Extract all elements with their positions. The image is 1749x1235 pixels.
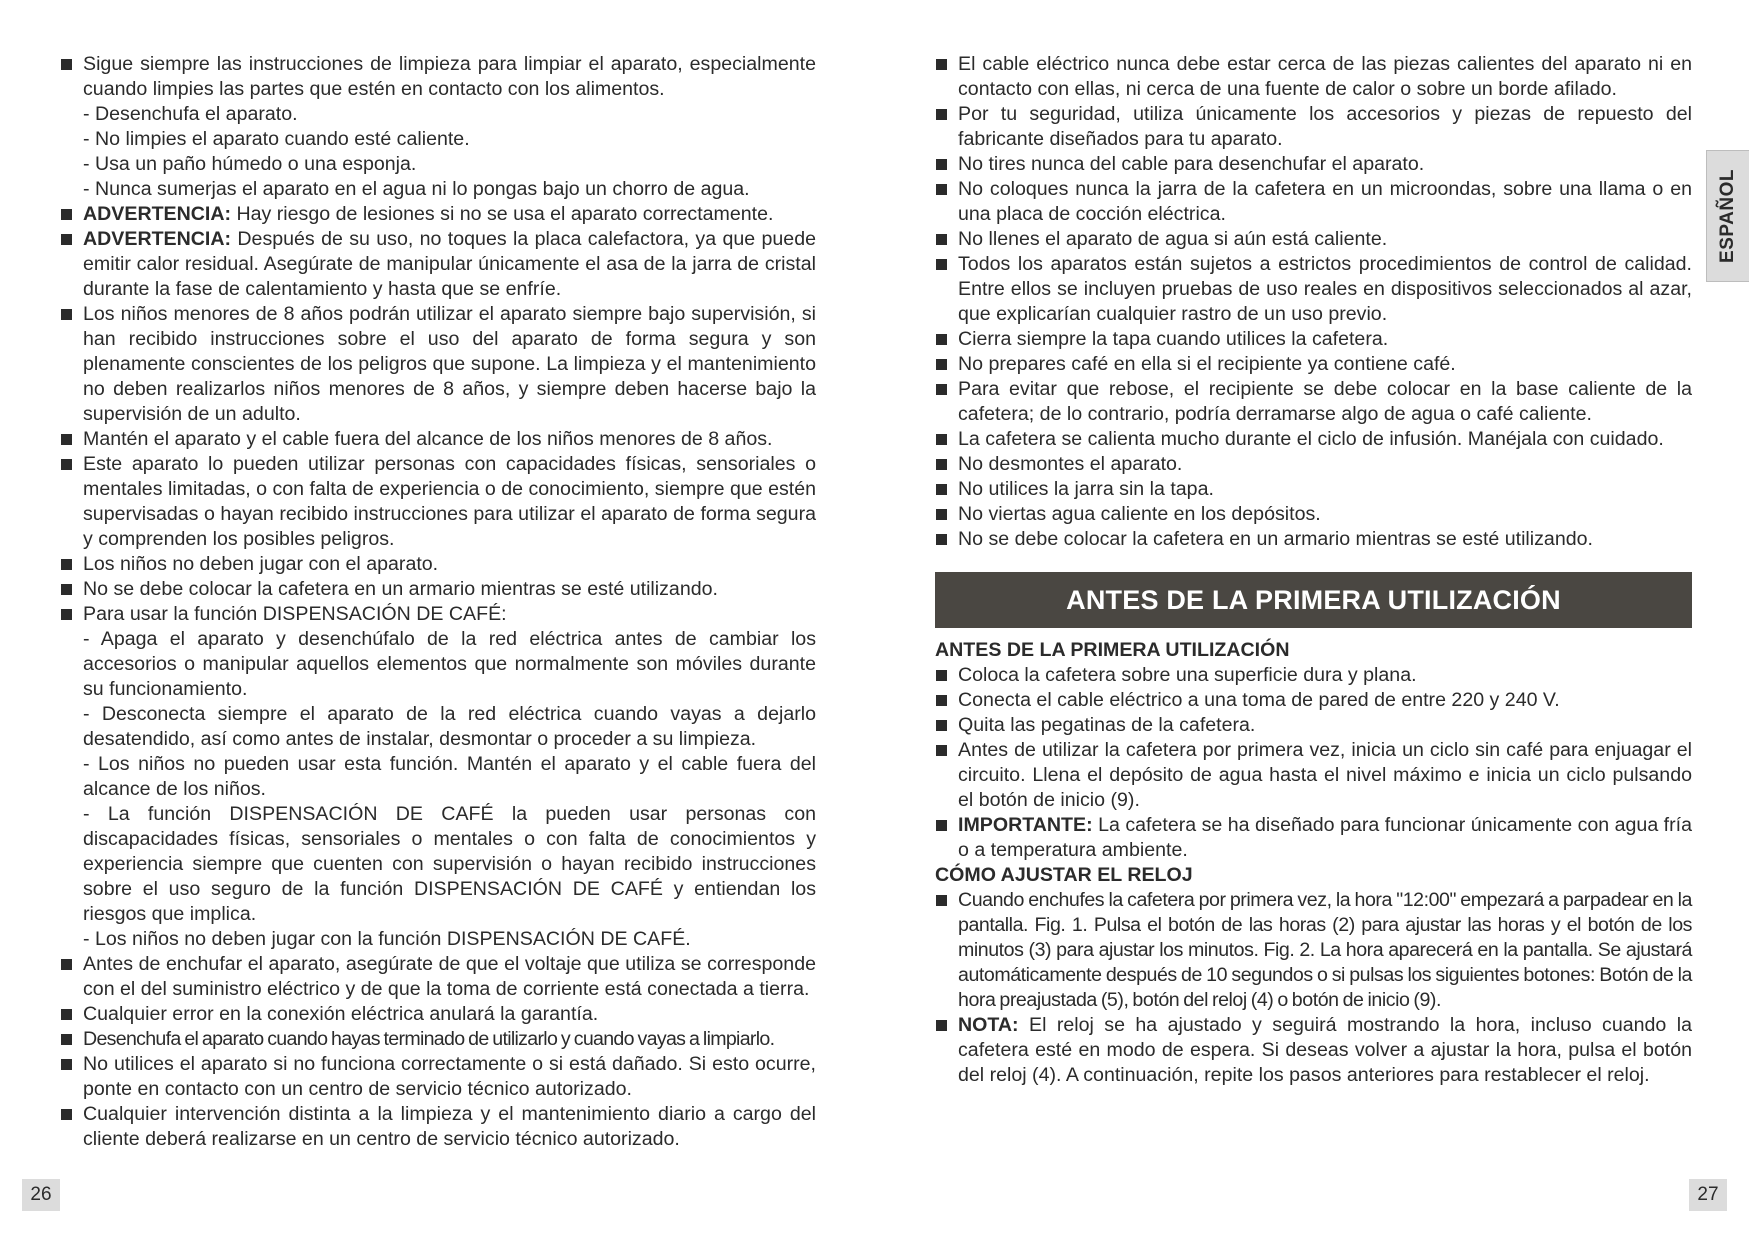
item-text: Cualquier error en la conexión eléctrica anulará la garantía. xyxy=(83,1003,599,1025)
item-text: - La función DISPENSACIÓN DE CAFÉ la pueden usar personas con discapacidades físicas, sensoriales o mentales o con falta de conocimientos y experiencia siempre que cuenten con supervisión o hayan recibido instrucciones sobre el uso seguro de la función DISPENSACIÓN DE CAFÉ y entiendan los riesgos que implica. xyxy=(83,803,816,925)
list-item xyxy=(935,477,1692,502)
item-text: No utilices el aparato si no funciona correctamente o si está dañado. Si esto ocurre, ponte en contacto con un centro de servicio técnico autorizado. xyxy=(83,1053,816,1100)
list-item xyxy=(935,327,1692,352)
item-text: El cable eléctrico nunca debe estar cerca de las piezas calientes del aparato ni en contacto con ellas, ni cerca de una fuente de calor o sobre un borde afilado. xyxy=(958,53,1692,100)
list-item xyxy=(60,952,816,1002)
sub-item xyxy=(60,102,816,127)
list-item xyxy=(935,177,1692,227)
sub-item xyxy=(60,627,816,702)
bold-label: ADVERTENCIA: xyxy=(83,203,232,225)
list-item xyxy=(60,227,816,302)
item-text: - No limpies el aparato cuando esté caliente. xyxy=(83,128,470,150)
item-text: El reloj se ha ajustado y seguirá mostrando la hora, incluso cuando la cafetera esté en modo de espera. Si deseas volver a ajustar la hora, pulsa el botón del reloj (4). A continuación, repite los pasos anteriores para restablecer el reloj. xyxy=(958,1014,1692,1086)
safety-list-continued xyxy=(935,52,1692,552)
sub-item xyxy=(60,752,816,802)
bold-label: IMPORTANTE: xyxy=(958,814,1093,836)
item-text: No desmontes el aparato. xyxy=(958,453,1183,475)
list-item xyxy=(60,1002,816,1027)
list-item xyxy=(935,252,1692,327)
item-text: Todos los aparatos están sujetos a estrictos procedimientos de control de calidad. Entre ellos se incluyen pruebas de uso reales en dispositivos seleccionados al azar, que explicarían cualquier rastro de un uso previo. xyxy=(958,253,1692,325)
item-text: Antes de enchufar el aparato, asegúrate de que el voltaje que utiliza se corresponde con el del suministro eléctrico y de que la toma de corriente está conectada a tierra. xyxy=(83,953,816,1000)
list-item xyxy=(60,552,816,577)
item-text: Hay riesgo de lesiones si no se usa el aparato correctamente. xyxy=(231,203,774,225)
list-item xyxy=(60,1027,816,1052)
item-text: Desenchufa el aparato cuando hayas terminado de utilizarlo y cuando vayas a limpiarlo. xyxy=(83,1028,775,1050)
list-item xyxy=(60,52,816,102)
list-item xyxy=(935,527,1692,552)
item-text: Cierra siempre la tapa cuando utilices la cafetera. xyxy=(958,328,1389,350)
list-item xyxy=(935,377,1692,427)
sub-item xyxy=(60,702,816,752)
list-item xyxy=(935,813,1692,863)
left-page-column xyxy=(60,52,816,1152)
clock-list xyxy=(935,888,1692,1088)
item-text: Quita las pegatinas de la cafetera. xyxy=(958,714,1256,736)
bold-label: ADVERTENCIA: xyxy=(83,228,232,250)
list-item xyxy=(60,202,816,227)
item-text: No viertas agua caliente en los depósitos. xyxy=(958,503,1321,525)
item-text: La cafetera se ha diseñado para funcionar únicamente con agua fría o a temperatura ambiente. xyxy=(958,814,1692,861)
list-item xyxy=(935,102,1692,152)
item-text: - Nunca sumerjas el aparato en el agua ni lo pongas bajo un chorro de agua. xyxy=(83,178,750,200)
item-text: - Desenchufa el aparato. xyxy=(83,103,298,125)
right-page-column xyxy=(935,52,1692,1088)
item-text: No utilices la jarra sin la tapa. xyxy=(958,478,1214,500)
item-text: Después de su uso, no toques la placa calefactora, ya que puede emitir calor residual. Asegúrate de manipular únicamente el asa de la jarra de cristal durante la fase de calentamiento y hasta que se enfríe. xyxy=(83,228,816,300)
list-item xyxy=(60,452,816,552)
list-item xyxy=(60,1052,816,1102)
item-text: La cafetera se calienta mucho durante el ciclo de infusión. Manéjala con cuidado. xyxy=(958,428,1664,450)
item-text: - Usa un paño húmedo o una esponja. xyxy=(83,153,417,175)
list-item xyxy=(935,713,1692,738)
item-text: No coloques nunca la jarra de la cafetera en un microondas, sobre una llama o en una placa de cocción eléctrica. xyxy=(958,178,1692,225)
item-text: No se debe colocar la cafetera en un armario mientras se esté utilizando. xyxy=(83,578,718,600)
list-item xyxy=(935,888,1692,1013)
page-number-right: 27 xyxy=(1689,1179,1727,1211)
sub-item xyxy=(60,927,816,952)
item-text: Este aparato lo pueden utilizar personas con capacidades físicas, sensoriales o mentales limitadas, o con falta de experiencia o de conocimiento, siempre que estén supervisadas o hayan recibido instrucciones para utilizar el aparato de forma segura y comprenden los posibles peligros. xyxy=(83,453,817,550)
item-text: Los niños menores de 8 años podrán utilizar el aparato siempre bajo supervisión, si han recibido instrucciones sobre el uso del aparato de forma segura y son plenamente conscientes de los peligros que supone. La limpieza y el mantenimiento no deben realizarlos niños menores de 8 años, y siempre deben hacerse bajo la supervisión de un adulto. xyxy=(83,303,816,425)
item-text: - Desconecta siempre el aparato de la red eléctrica cuando vayas a dejarlo desatendido, así como antes de instalar, desmontar o proceder a su limpieza. xyxy=(83,703,816,750)
item-text: Mantén el aparato y el cable fuera del alcance de los niños menores de 8 años. xyxy=(83,428,773,450)
page-number-left: 26 xyxy=(22,1179,60,1211)
sub-item xyxy=(60,802,816,927)
language-tab xyxy=(1706,150,1749,282)
section-banner: ANTES DE LA PRIMERA UTILIZACIÓN xyxy=(935,572,1692,628)
sub-item xyxy=(60,127,816,152)
list-item xyxy=(935,452,1692,477)
list-item xyxy=(60,1102,816,1152)
item-text: Conecta el cable eléctrico a una toma de pared de entre 220 y 240 V. xyxy=(958,689,1560,711)
list-item xyxy=(935,1013,1692,1088)
sub-item xyxy=(60,177,816,202)
item-text: - Apaga el aparato y desenchúfalo de la red eléctrica antes de cambiar los accesorios o manipular aquellos elementos que normalmente son móviles durante su funcionamiento. xyxy=(83,628,816,700)
list-item xyxy=(935,352,1692,377)
list-item xyxy=(935,227,1692,252)
item-text: No tires nunca del cable para desenchufar el aparato. xyxy=(958,153,1425,175)
list-item xyxy=(935,427,1692,452)
item-text: Antes de utilizar la cafetera por primera vez, inicia un ciclo sin café para enjuagar el circuito. Llena el depósito de agua hasta el nivel máximo e inicia un ciclo pulsando el botón de inicio (9). xyxy=(958,739,1692,811)
section-heading-clock: CÓMO AJUSTAR EL RELOJ xyxy=(935,864,1193,886)
list-item xyxy=(60,302,816,427)
item-text: No llenes el aparato de agua si aún está caliente. xyxy=(958,228,1388,250)
item-text: - Los niños no pueden usar esta función. Mantén el aparato y el cable fuera del alcance de los niños. xyxy=(83,753,816,800)
item-text: Por tu seguridad, utiliza únicamente los accesorios y piezas de repuesto del fabricante diseñados para tu aparato. xyxy=(958,103,1692,150)
item-text: Coloca la cafetera sobre una superficie dura y plana. xyxy=(958,664,1417,686)
sub-item xyxy=(60,152,816,177)
item-text: Cualquier intervención distinta a la limpieza y el mantenimiento diario a cargo del cliente deberá realizarse en un centro de servicio técnico autorizado. xyxy=(83,1103,816,1150)
bold-label: NOTA: xyxy=(958,1014,1019,1036)
item-text: - Los niños no deben jugar con la función DISPENSACIÓN DE CAFÉ. xyxy=(83,928,691,950)
item-text: No prepares café en ella si el recipiente ya contiene café. xyxy=(958,353,1456,375)
first-use-list xyxy=(935,663,1692,863)
list-item xyxy=(935,52,1692,102)
item-text: Para evitar que rebose, el recipiente se debe colocar en la base caliente de la cafetera; de lo contrario, podría derramarse algo de agua o café caliente. xyxy=(958,378,1692,425)
item-text: Los niños no deben jugar con el aparato. xyxy=(83,553,439,575)
item-text: Sigue siempre las instrucciones de limpieza para limpiar el aparato, especialmente cuando limpies las partes que estén en contacto con los alimentos. xyxy=(83,53,816,100)
item-text: No se debe colocar la cafetera en un armario mientras se esté utilizando. xyxy=(958,528,1593,550)
list-item xyxy=(60,427,816,452)
list-item xyxy=(60,602,816,627)
item-text: Cuando enchufes la cafetera por primera vez, la hora "12:00" empezará a parpadear en la pantalla. Fig. 1. Pulsa el botón de las horas (2) para ajustar las horas y el botón de los minutos (3) para ajustar los minutos. Fig. 2. La hora aparecerá en la pantalla. Se ajustará automáticamente después de 10 segundos o si pulsas los siguientes botones: Botón de la hora preajustada (5), botón del reloj (4) o botón de inicio (9). xyxy=(958,889,1692,1011)
list-item xyxy=(60,577,816,602)
list-item xyxy=(935,738,1692,813)
list-item xyxy=(935,152,1692,177)
list-item xyxy=(935,502,1692,527)
section-heading-first-use: ANTES DE LA PRIMERA UTILIZACIÓN xyxy=(935,639,1290,661)
list-item xyxy=(935,688,1692,713)
item-text: Para usar la función DISPENSACIÓN DE CAFÉ: xyxy=(83,603,507,625)
language-tab-label: ESPAÑOL xyxy=(1717,169,1738,263)
list-item xyxy=(935,663,1692,688)
